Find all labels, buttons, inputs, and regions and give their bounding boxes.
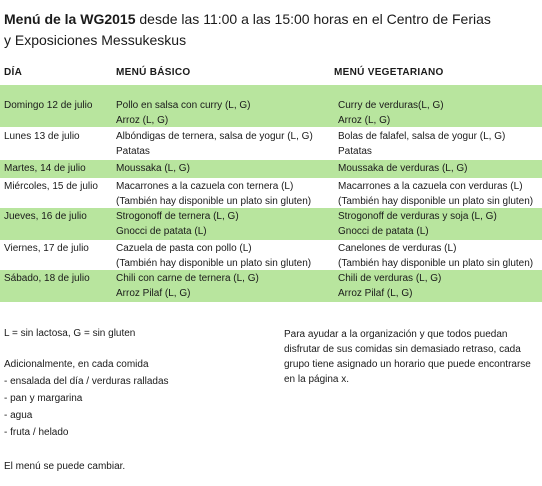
menu-basic-item: Arroz Pilaf (L, G) <box>116 288 191 299</box>
menu-basic-item: Albóndigas de ternera, salsa de yogur (L, G) <box>116 131 313 142</box>
menu-veg-item: Chili de verduras (L, G) <box>338 273 442 284</box>
menu-basic-item: Patatas <box>116 146 150 157</box>
menu-veg-item: Bolas de falafel, salsa de yogur (L, G) <box>338 131 506 142</box>
menu-row <box>0 160 542 178</box>
column-header-basic: MENÚ BÁSICO <box>116 67 191 78</box>
menu-veg-item: (También hay disponible un plato sin gluten) <box>338 258 534 269</box>
menu-veg-item: Macarrones a la cazuela con verduras (L) <box>338 181 523 192</box>
menu-row <box>0 85 542 127</box>
menu-day: Viernes, 17 de julio <box>4 243 89 254</box>
menu-basic-item: Strogonoff de ternera (L, G) <box>116 211 239 222</box>
menu-row <box>0 208 542 240</box>
additionally-item: - fruta / helado <box>4 427 69 438</box>
menu-heading <box>4 9 538 51</box>
menu-title-rest: desde las 11:00 a las 15:00 horas en el Centro de Ferias <box>135 11 491 27</box>
column-header-veg: MENÚ VEGETARIANO <box>334 67 444 78</box>
menu-veg-item: Arroz Pilaf (L, G) <box>338 288 413 299</box>
menu-veg-item: Strogonoff de verduras y soja (L, G) <box>338 211 497 222</box>
menu-row <box>0 178 542 208</box>
menu-day: Martes, 14 de julio <box>4 163 86 174</box>
menu-basic-item: Pollo en salsa con curry (L, G) <box>116 100 251 111</box>
menu-veg-item: Gnocci de patata (L) <box>338 226 429 237</box>
menu-veg-item: Canelones de verduras (L) <box>338 243 457 254</box>
menu-veg-item: Moussaka de verduras (L, G) <box>338 163 468 174</box>
additionally-item: - agua <box>4 410 33 421</box>
legend-note: L = sin lactosa, G = sin gluten <box>4 328 136 339</box>
menu-day: Miércoles, 15 de julio <box>4 181 98 192</box>
footer-note: El menú se puede cambiar. <box>4 461 126 472</box>
menu-day: Domingo 12 de julio <box>4 100 93 111</box>
menu-basic-item: Arroz (L, G) <box>116 115 169 126</box>
menu-day: Jueves, 16 de julio <box>4 211 87 222</box>
menu-day: Sábado, 18 de julio <box>4 273 90 284</box>
menu-basic-item: Cazuela de pasta con pollo (L) <box>116 243 252 254</box>
menu-title: Menú de la WG2015 <box>4 11 136 27</box>
menu-veg-item: Patatas <box>338 146 372 157</box>
menu-basic-item: Chili con carne de ternera (L, G) <box>116 273 259 284</box>
menu-veg-item: (También hay disponible un plato sin gluten) <box>338 196 534 207</box>
schedule-notice: Para ayudar a la organización y que todos puedan disfrutar de sus comidas sin demasiado retraso, cada grupo tiene asignado un horario que puede encontrarse en la página x. <box>284 329 531 385</box>
additionally-title: Adicionalmente, en cada comida <box>4 359 149 370</box>
menu-veg-item: Arroz (L, G) <box>338 115 391 126</box>
menu-basic-item: (También hay disponible un plato sin gluten) <box>116 258 312 269</box>
additionally-item: - ensalada del día / verduras ralladas <box>4 376 169 387</box>
menu-row <box>0 270 542 302</box>
menu-day: Lunes 13 de julio <box>4 131 80 142</box>
menu-basic-item: Gnocci de patata (L) <box>116 226 207 237</box>
additionally-item: - pan y margarina <box>4 393 83 404</box>
menu-title-line2: y Exposiciones Messukeskus <box>4 32 187 48</box>
menu-row <box>0 240 542 270</box>
menu-row <box>0 128 542 160</box>
menu-basic-item: Macarrones a la cazuela con ternera (L) <box>116 181 294 192</box>
column-header-day: DÍA <box>4 67 23 78</box>
menu-veg-item: Curry de verduras(L, G) <box>338 100 444 111</box>
menu-basic-item: Moussaka (L, G) <box>116 163 190 174</box>
menu-basic-item: (También hay disponible un plato sin gluten) <box>116 196 312 207</box>
